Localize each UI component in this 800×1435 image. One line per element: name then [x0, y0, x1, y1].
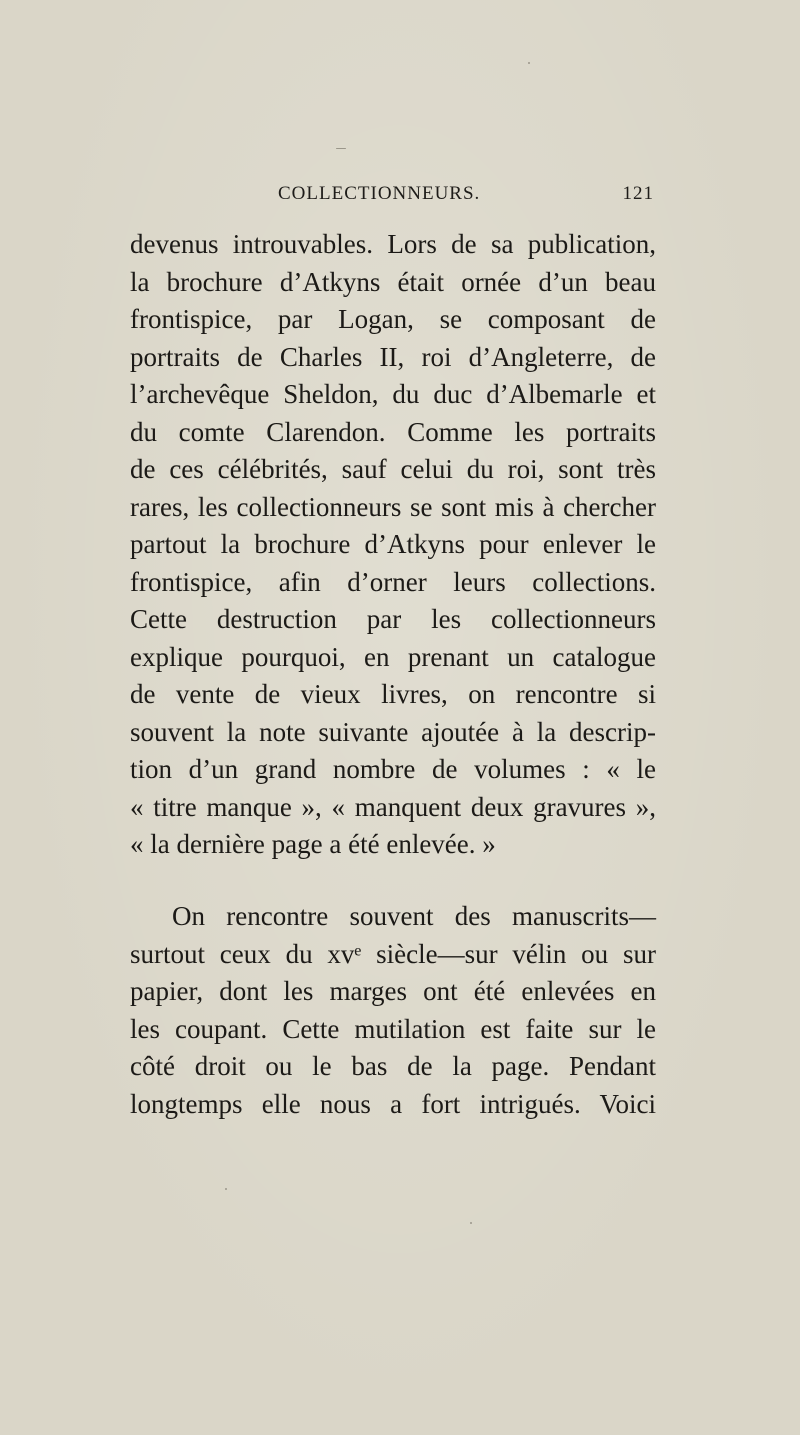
text-line: tion d’un grand nombre de volumes : « le: [130, 754, 656, 784]
text-line: de ces célébrités, sauf celui du roi, sont très: [130, 454, 656, 484]
paragraph-1: [130, 226, 656, 864]
running-head: [130, 183, 656, 213]
text-line: la brochure d’Atkyns était ornée d’un beau: [130, 266, 656, 297]
text-line: surtout ceux du xvᵉ siècle—sur vélin ou sur: [130, 938, 656, 969]
paper-speck: [528, 62, 530, 64]
text-line: « titre manque », « manquent deux gravures »,: [130, 791, 656, 822]
text-line: « la dernière page a été enlevée. »: [130, 829, 496, 859]
text-line: portraits de Charles II, roi d’Angleterre, de: [130, 341, 656, 372]
text-line: rares, les collectionneurs se sont mis à chercher: [130, 491, 656, 522]
text-line: partout la brochure d’Atkyns pour enlever le: [130, 529, 656, 559]
paragraph-2: [130, 898, 656, 1123]
text-line: frontispice, afin d’orner leurs collections.: [130, 566, 656, 597]
text-line: de vente de vieux livres, on rencontre si: [130, 679, 656, 709]
text-line: On rencontre souvent des manuscrits—: [172, 901, 656, 931]
text-line: les coupant. Cette mutilation est faite sur le: [130, 1013, 656, 1044]
text-line: souvent la note suivante ajoutée à la descrip-: [130, 716, 656, 747]
text-line: devenus introuvables. Lors de sa publication,: [130, 229, 656, 259]
text-line: explique pourquoi, en prenant un catalogue: [130, 641, 656, 672]
text-line: longtemps elle nous a fort intrigués. Voici: [130, 1088, 656, 1119]
paper-speck: [336, 148, 346, 149]
text-line: papier, dont les marges ont été enlevées en: [130, 976, 656, 1006]
running-title: COLLECTIONNEURS.: [278, 183, 481, 204]
page-number: 121: [622, 183, 654, 204]
text-line: côté droit ou le bas de la page. Pendant: [130, 1051, 656, 1081]
text-line: frontispice, par Logan, se composant de: [130, 304, 656, 334]
paper-speck: [225, 1188, 227, 1190]
paper-speck: [470, 1222, 472, 1224]
text-line: l’archevêque Sheldon, du duc d’Albemarle et: [130, 379, 656, 409]
text-line: Cette destruction par les collectionneurs: [130, 604, 656, 634]
text-line: du comte Clarendon. Comme les portraits: [130, 416, 656, 447]
